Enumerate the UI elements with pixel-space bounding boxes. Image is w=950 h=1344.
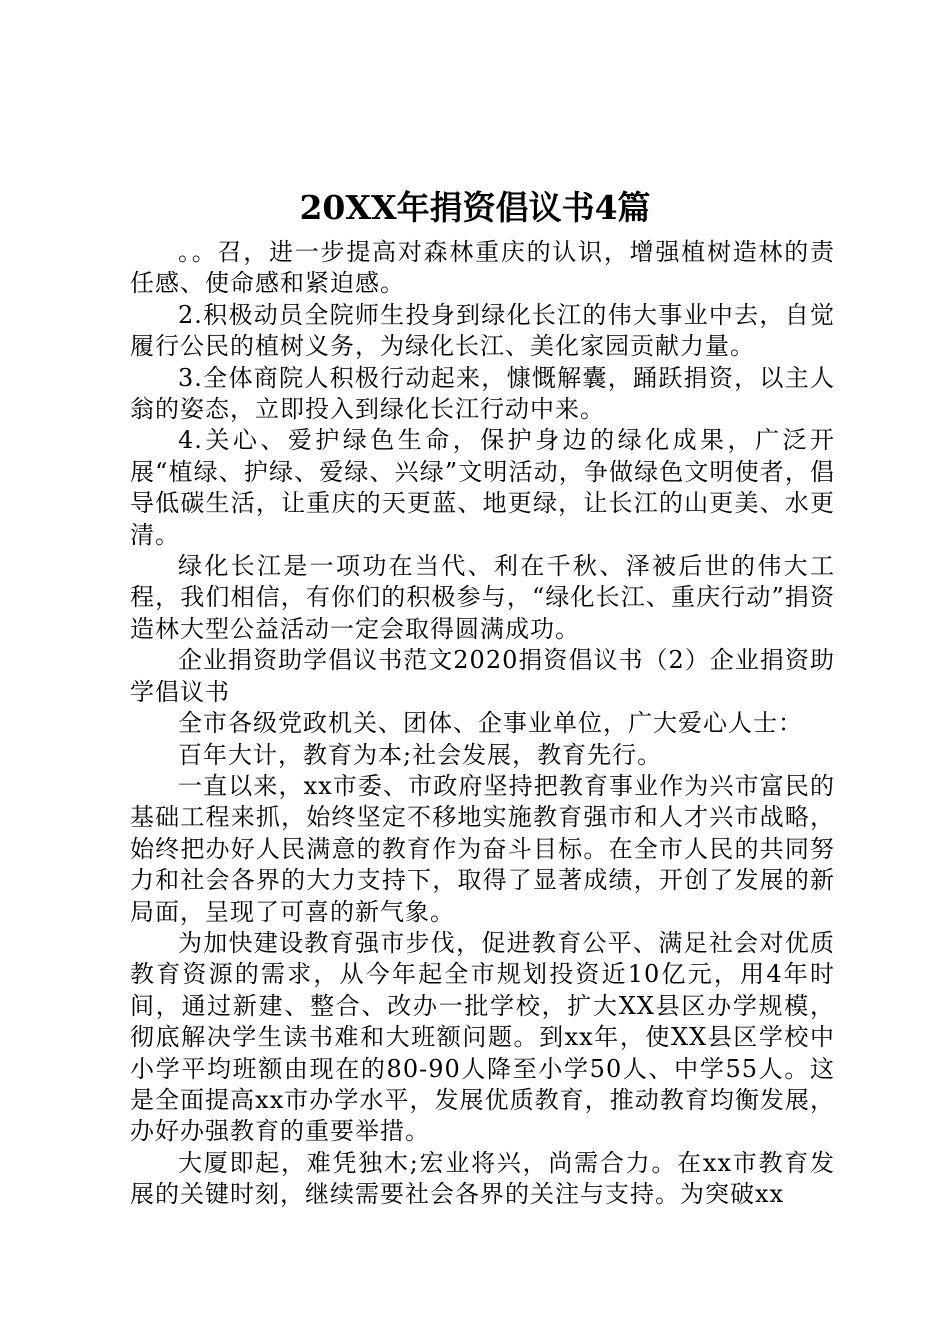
paragraph: 为加快建设教育强市步伐，促进教育公平、满足社会对优质教育资源的需求，从今年起全市规划投资近10亿元，用4年时间，通过新建、整合、改办一批学校，扩大XX县区办学规模，彻底解决学生读书难和大班额问题。到xx年，使XX县区学校中小学平均班额由现在的80-90人降至小学50人、中学55人。这是全面提高xx市办学水平，发展优质教育，推动教育均衡发展，办好办强教育的重要举措。 xyxy=(130,928,835,1146)
paragraph: 4.关心、爱护绿色生命，保护身边的绿化成果，广泛开展“植绿、护绿、爱绿、兴绿”文明活动，争做绿色文明使者，倡导低碳生活，让重庆的天更蓝、地更绿，让长江的山更美、水更清。 xyxy=(130,426,835,549)
paragraph: 2.积极动员全院师生投身到绿化长江的伟大事业中去，自觉履行公民的植树义务，为绿化长江、美化家园贡献力量。 xyxy=(130,300,835,361)
paragraph: 企业捐资助学倡议书范文2020捐资倡议书（2）企业捐资助学倡议书 xyxy=(130,646,835,706)
paragraph: 3.全体商院人积极行动起来，慷慨解囊，踊跃捐资，以主人翁的姿态，立即投入到绿化长江行动中来。 xyxy=(130,363,835,424)
paragraph: 百年大计，教育为本;社会发展，教育先行。 xyxy=(178,740,663,769)
paragraph: 。。召，进一步提高对森林重庆的认识，增强植树造林的责任感、使命感和紧迫感。 xyxy=(130,238,835,298)
document-body xyxy=(130,237,835,1211)
paragraph: 全市各级党政机关、团体、企事业单位，广大爱心人士： xyxy=(178,709,803,738)
document-title: 20XX年捐资倡议书4篇 xyxy=(299,188,651,227)
paragraph: 一直以来，xx市委、市政府坚持把教育事业作为兴市富民的基础工程来抓，始终坚定不移地实施教育强市和人才兴市战略，始终把办好人民满意的教育作为奋斗目标。在全市人民的共同努力和社会各界的大力支持下，取得了显著成绩，开创了发展的新局面，呈现了可喜的新气象。 xyxy=(130,771,835,926)
paragraph: 大厦即起，难凭独木;宏业将兴，尚需合力。在xx市教育发展的关键时刻，继续需要社会各界的关注与支持。为突破xx xyxy=(130,1148,835,1209)
paragraph: 绿化长江是一项功在当代、利在千秋、泽被后世的伟大工程，我们相信，有你们的积极参与，“绿化长江、重庆行动”捐资造林大型公益活动一定会取得圆满成功。 xyxy=(130,552,835,643)
